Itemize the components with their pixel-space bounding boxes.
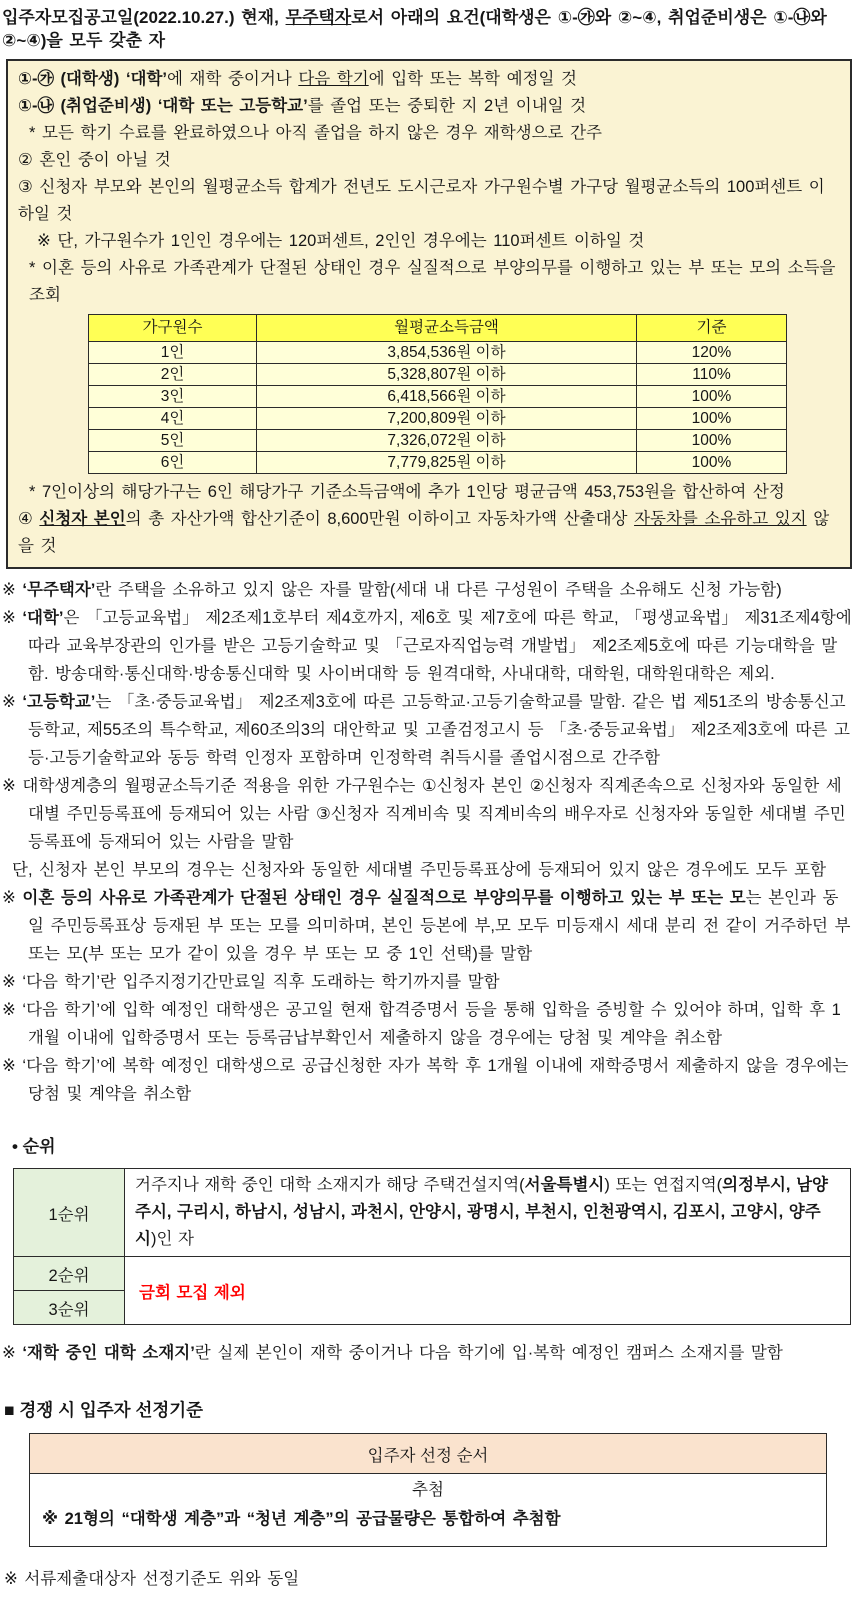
income-col-ratio: 기준 bbox=[637, 315, 787, 342]
note-next-semester-def: ※ ‘다음 학기’란 입주지정기간만료일 직후 도래하는 학기까지를 말함 bbox=[2, 973, 500, 991]
income-table bbox=[88, 314, 787, 474]
rank3-label: 3순위 bbox=[14, 1291, 125, 1325]
selection-body-cell bbox=[30, 1474, 827, 1547]
income-row: 6인 7,779,825원 이하 100% bbox=[89, 452, 787, 474]
note-highschool: ※ ‘고등학교’는 「초·중등교육법」 제2조제3호에 따른 고등학교·고등기술학교를 말함. 같은 법 제51조의 방송통신고등학교, 제55조의 특수학교, 제60조의3의 대안학교 및 고졸검정고시 등 「초·중등교육법」 제2조제3호에 따른 고등·고등기술학교와 동등 학력 인정자 포함하며 인정학력 취득시를 졸업시점으로 간주함 bbox=[2, 693, 850, 767]
selection-header-row bbox=[30, 1434, 827, 1474]
note-admission: ※ ‘다음 학기’에 입학 예정인 대학생은 공고일 현재 합격증명서 등을 통해 입학을 증빙할 수 있어야 하며, 입학 후 1개월 이내에 입학증명서 또는 등록금납부확인서 제출하지 않을 경우에는 당첨 및 계약을 취소함 bbox=[2, 1001, 841, 1047]
title-seg1: 입주자모집공고일(2022.10.27.) 현재, bbox=[2, 8, 286, 27]
condition-3-exception: ※ 단, 가구원수가 1인인 경우에는 120퍼센트, 2인인 경우에는 110퍼센트 이하일 것 bbox=[37, 232, 645, 250]
title-seg3: 로서 아래의 요건(대학생은 ①-㉮와 ②~④, 취업준비생은 ①-㉯와 ②~④)을 모두 갖춘 자 bbox=[2, 8, 827, 50]
rank2-label: 2순위 bbox=[14, 1257, 125, 1291]
ranking-title: • 순위 bbox=[12, 1137, 56, 1156]
income-row: 5인 7,326,072원 이하 100% bbox=[89, 430, 787, 452]
income-row: 4인 7,200,809원 이하 100% bbox=[89, 408, 787, 430]
condition-1-na: ①-㉯ (취업준비생) ‘대학 또는 고등학교’를 졸업 또는 중퇴한 지 2년 이내일 것 bbox=[18, 97, 587, 115]
income-row: 2인 5,328,807원 이하 110% bbox=[89, 364, 787, 386]
applicant-self-underline: 신청자 본인 bbox=[39, 510, 126, 528]
ranking-table bbox=[13, 1168, 851, 1325]
ranking-note-wrap bbox=[2, 1339, 854, 1367]
note-university: ※ ‘대학’은 「고등교육법」 제2조제1호부터 제4호까지, 제6호 및 제7호에 따른 학교, 「평생교육법」 제31조제4항에 따라 교육부장관의 인가를 받은 고등기술학교 및 「근로자직업능력 개발법」 제2조제5호에 따른 기능대학을 말함. 방송대학·통신대학·방송통신대학 및 사이버대학 등 원격대학, 사내대학, 대학원, 대학원대학은 제외. bbox=[2, 609, 852, 683]
note-divorce: ※ 이혼 등의 사유로 가족관계가 단절된 상태인 경우 실질적으로 부양의무를 이행하고 있는 부 또는 모는 본인과 동일 주민등록표상 등재된 부 또는 모를 의미하며, 본인 등본에 부,모 모두 미등재시 세대 분리 전 같이 거주하던 부 또는 모(부 또는 모가 같이 있을 경우 부 또는 모 중 1인 선택)를 말함 bbox=[2, 889, 851, 963]
condition-1-na-term: ‘대학 또는 고등학교’ bbox=[157, 97, 308, 115]
selection-method-note: ※ 21형의 “대학생 계층”과 “청년 계층”의 공급물량은 통합하여 추첨함 bbox=[42, 1510, 561, 1528]
condition-1-ga: ①-㉮ (대학생) ‘대학’에 재학 중이거나 다음 학기에 입학 또는 복학 예정일 것 bbox=[18, 70, 577, 88]
income-col-members: 가구원수 bbox=[89, 315, 257, 342]
no-car-underline: 자동차를 소유하고 있지 bbox=[634, 510, 807, 528]
condition-2: ② 혼인 중이 아닐 것 bbox=[18, 151, 171, 169]
selection-table bbox=[29, 1433, 827, 1547]
income-header-row bbox=[89, 315, 787, 342]
condition-3-divorce-note: * 이혼 등의 사유로 가족관계가 단절된 상태인 경우 실질적으로 부양의무를 이행하고 있는 부 또는 모의 소득을 조회 bbox=[29, 259, 836, 304]
selection-method: 추첨 bbox=[412, 1481, 444, 1499]
condition-1-remark: * 모든 학기 수료를 완료하였으나 아직 졸업을 하지 않은 경우 재학생으로 간주 bbox=[29, 124, 602, 142]
rank1-desc: 거주지나 재학 중인 대학 소재지가 해당 주택건설지역(서울특별시) 또는 연접지역(의정부시, 남양주시, 구리시, 하남시, 성남시, 과천시, 안양시, 광명시, 부천시, 인천광역시, 김포시, 고양시, 양주시)인 자 bbox=[125, 1169, 851, 1257]
next-semester-underline: 다음 학기 bbox=[298, 70, 369, 88]
income-row: 1인 3,854,536원 이하 120% bbox=[89, 342, 787, 364]
title-underline-homeless: 무주택자 bbox=[285, 8, 352, 27]
selection-heading: ■ 경쟁 시 입주자 선정기준 bbox=[4, 1400, 204, 1420]
note-return-to-school: ※ ‘다음 학기’에 복학 예정인 대학생으로 공급신청한 자가 복학 후 1개월 이내에 재학증명서 제출하지 않을 경우에는 당첨 및 계약을 취소함 bbox=[2, 1057, 849, 1103]
condition-1-ga-label: ①-㉮ (대학생) bbox=[18, 70, 126, 88]
rank2-row bbox=[14, 1257, 851, 1291]
exclusion-notice: 금회 모집 제외 bbox=[125, 1257, 851, 1325]
rank1-label: 1순위 bbox=[14, 1169, 125, 1257]
note-homeless: ※ ‘무주택자’란 주택을 소유하고 있지 않은 자를 말함(세대 내 다른 구성원이 주택을 소유해도 신청 가능함) bbox=[2, 581, 782, 599]
selection-header-cell: 입주자 선정 순서 bbox=[30, 1434, 827, 1474]
selection-body-row bbox=[30, 1474, 827, 1547]
final-note: ※ 서류제출대상자 선정기준도 위와 동일 bbox=[4, 1570, 300, 1588]
condition-4: ④ 신청자 본인의 총 자산가액 합산기준이 8,600만원 이하이고 자동차가액 산출대상 자동차를 소유하고 있지 않을 것 bbox=[18, 510, 830, 555]
income-row: 3인 6,418,566원 이하 100% bbox=[89, 386, 787, 408]
condition-7plus-note: * 7인이상의 해당가구는 6인 해당가구 기준소득금액에 추가 1인당 평균금액 453,753원을 합산하여 산정 bbox=[29, 483, 785, 501]
notes-section bbox=[2, 576, 854, 1108]
condition-3: ③ 신청자 부모와 본인의 월평균소득 합계가 전년도 도시근로자 가구원수별 가구당 월평균소득의 100퍼센트 이하일 것 bbox=[18, 178, 825, 223]
rank1-row bbox=[14, 1169, 851, 1257]
note-household-members-sub: 단, 신청자 본인 부모의 경우는 신청자와 동일한 세대별 주민등록표상에 등재되어 있지 않은 경우에도 모두 포함 bbox=[12, 861, 827, 879]
page-title bbox=[2, 6, 854, 52]
note-household-members: ※ 대학생계층의 월평균소득기준 적용을 위한 가구원수는 ①신청자 본인 ②신청자 직계존속으로 신청자와 동일한 세대별 주민등록표에 등재되어 있는 사람 ③신청자 직계비속 및 직계비속의 배우자로 신청자와 동일한 세대별 주민등록표에 등재되어 있는 사람을 말함 bbox=[2, 777, 846, 851]
condition-1-ga-term: ‘대학’ bbox=[125, 70, 167, 88]
condition-1-na-label: ①-㉯ (취업준비생) bbox=[18, 97, 158, 115]
income-col-amount: 월평균소득금액 bbox=[257, 315, 637, 342]
note-campus-location: ※ ‘재학 중인 대학 소재지’란 실제 본인이 재학 중이거나 다음 학기에 입·복학 예정인 캠퍼스 소재지를 말함 bbox=[2, 1344, 783, 1362]
eligibility-box bbox=[6, 59, 852, 569]
